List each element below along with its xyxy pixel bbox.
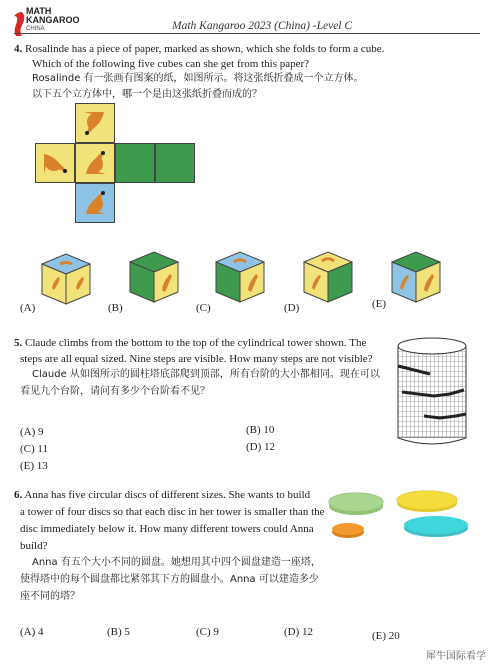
header-divider	[14, 33, 480, 34]
q4-line1: 4. Rosalinde has a piece of paper, marked as shown, which she folds to form a cube.	[14, 43, 385, 55]
q5-line2: steps are all equal sized. Nine steps are visible. How many steps are not visible?	[20, 353, 373, 365]
net-face-center	[75, 143, 115, 183]
q5-cn2: 看见九个台阶，请问有多少个台阶看不见？	[20, 386, 210, 397]
q4-option-b-label: (B)	[108, 302, 123, 314]
q4-option-d-label: (D)	[284, 302, 300, 314]
q5-option-e: (E) 13	[20, 460, 48, 472]
cube-option-e[interactable]	[390, 250, 442, 304]
q5-option-d: (D) 12	[246, 441, 276, 453]
q4-line2: Which of the following five cubes can she get from this paper?	[32, 58, 310, 70]
cylindrical-tower	[394, 336, 470, 446]
net-face-right	[115, 143, 155, 183]
net-face-bottom	[75, 183, 115, 223]
q5-option-a: (A) 9	[20, 426, 44, 438]
q4-option-a-label: (A)	[20, 302, 36, 314]
q6-line1: 6. Anna has five circular discs of different sizes. She wants to build	[14, 489, 311, 501]
q6-cn2: 使得塔中的每个圆盘都比紧邻其下方的圆盘小。Anna 可以建造多少	[20, 574, 319, 585]
q5-option-c: (C) 11	[20, 443, 49, 455]
cube-option-a[interactable]	[40, 252, 92, 306]
q5-line1: 5. Claude climbs from the bottom to the top of the cylindrical tower shown. The	[14, 337, 367, 349]
page-title: Math Kangaroo 2023 (China) -Level C	[172, 20, 353, 32]
kangaroo-icon	[36, 144, 74, 182]
q6-option-e: (E) 20	[372, 630, 400, 642]
net-face-left	[35, 143, 75, 183]
cube-option-d[interactable]	[302, 250, 354, 304]
cube-option-b[interactable]	[128, 250, 180, 304]
kangaroo-icon	[76, 144, 114, 182]
watermark-text: 犀牛国际看学	[426, 651, 486, 662]
q4-option-c-label: (C)	[196, 302, 211, 314]
q4-option-e-label: (E)	[372, 298, 387, 310]
q6-cn3: 座不同的塔？	[20, 591, 80, 602]
q4-cn2: 以下五个立方体中，哪一个是由这张纸折叠而成的？	[32, 89, 262, 100]
kangaroo-icon	[76, 184, 114, 222]
cube-option-c[interactable]	[214, 250, 266, 304]
q6-option-d: (D) 12	[284, 626, 314, 638]
logo-wordmark: MATH KANGAROO	[26, 6, 80, 25]
q5-cn1: Claude 从如图所示的圆柱塔底部爬到顶部，所有台阶的大小都相同。现在可以	[32, 369, 380, 380]
q6-line4: build?	[20, 540, 48, 552]
net-face-far-right	[155, 143, 195, 183]
logo-subtext: CHINA	[26, 26, 45, 32]
q5-option-b: (B) 10	[246, 424, 275, 436]
kangaroo-icon	[76, 104, 114, 142]
q6-option-c: (C) 9	[196, 626, 219, 638]
q6-option-a: (A) 4	[20, 626, 44, 638]
discs-illustration	[326, 486, 476, 546]
q6-cn1: Anna 有五个大小不同的圆盘。她想用其中四个圆盘建造一座塔，	[32, 557, 321, 568]
net-face-top	[75, 103, 115, 143]
q6-option-b: (B) 5	[107, 626, 130, 638]
q6-line2: a tower of four discs so that each disc in her tower is smaller than the	[20, 506, 325, 518]
q6-line3: disc immediately below it. How many different towers could Anna	[20, 523, 314, 535]
q4-cn1: Rosalinde 有一张画有图案的纸，如图所示。将这张纸折叠成一个立方体。	[32, 73, 364, 84]
